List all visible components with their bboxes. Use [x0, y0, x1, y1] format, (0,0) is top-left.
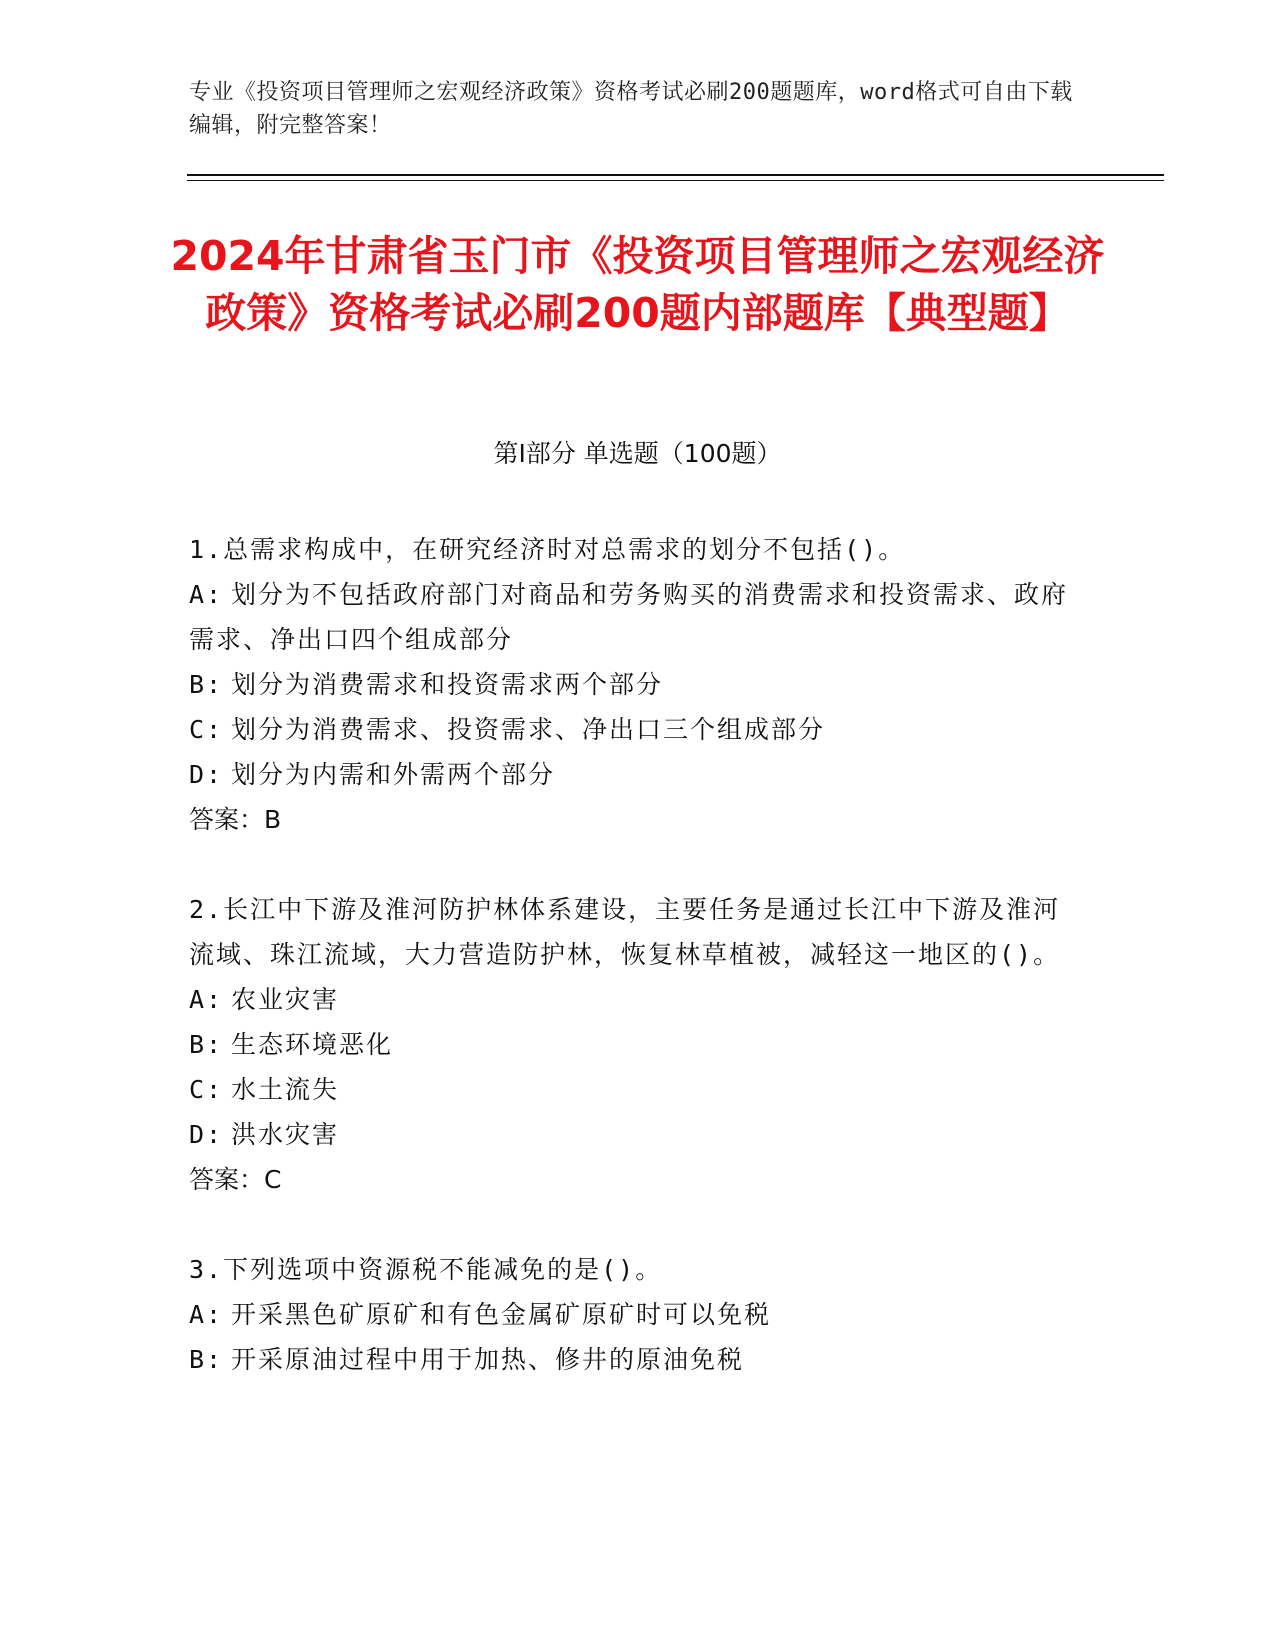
- section-title: 第Ⅰ部分 单选题（100题）: [493, 439, 782, 468]
- option-key: C:: [189, 1075, 224, 1104]
- option-text: 划分为消费需求、投资需求、净出口三个组成部分: [231, 715, 826, 744]
- option-key: A:: [189, 580, 224, 609]
- answer-label: 答案：: [189, 1165, 265, 1194]
- option-key: B:: [189, 670, 224, 699]
- option-key: C:: [189, 715, 224, 744]
- option-key: D:: [189, 760, 224, 789]
- question-3: [189, 1247, 1089, 1382]
- option-text: 划分为不包括政府部门对商品和劳务购买的消费需求和投资需求、政府需求、净出口四个组成部分: [189, 580, 1069, 654]
- header-rule-thin: [187, 180, 1164, 181]
- question-stem: 3.下列选项中资源税不能减免的是()。: [189, 1255, 663, 1284]
- option-a: [189, 977, 1089, 1022]
- answer-value: B: [264, 805, 282, 834]
- option-text: 农业灾害: [231, 985, 340, 1014]
- option-b: [189, 1337, 1089, 1382]
- option-text: 开采原油过程中用于加热、修井的原油免税: [231, 1345, 745, 1374]
- option-text: 水土流失: [231, 1075, 340, 1104]
- option-text: 洪水灾害: [231, 1120, 340, 1149]
- option-d: [189, 752, 1089, 797]
- question-1: [189, 527, 1089, 842]
- option-text: 划分为消费需求和投资需求两个部分: [231, 670, 664, 699]
- option-text: 生态环境恶化: [231, 1030, 394, 1059]
- option-d: [189, 1112, 1089, 1157]
- option-key: B:: [189, 1030, 224, 1059]
- option-key: A:: [189, 985, 224, 1014]
- option-c: [189, 1067, 1089, 1112]
- question-2: [189, 887, 1089, 1202]
- header-note: 专业《投资项目管理师之宏观经济政策》资格考试必刷200题题库，word格式可自由下载编辑，附完整答案！: [189, 80, 1073, 138]
- header-rule-thick: [187, 174, 1164, 176]
- answer-label: 答案：: [189, 805, 265, 834]
- option-text: 划分为内需和外需两个部分: [231, 760, 556, 789]
- option-key: A:: [189, 1300, 224, 1329]
- answer-value: C: [264, 1165, 282, 1194]
- question-stem: 2.长江中下游及淮河防护林体系建设，主要任务是通过长江中下游及淮河流域、珠江流域，大力营造防护林，恢复林草植被，减轻这一地区的()。: [189, 895, 1061, 969]
- option-key: B:: [189, 1345, 224, 1374]
- option-a: [189, 1292, 1089, 1337]
- option-text: 开采黑色矿原矿和有色金属矿原矿时可以免税: [231, 1300, 772, 1329]
- answer-line: [189, 1157, 1089, 1202]
- option-b: [189, 1022, 1089, 1067]
- option-c: [189, 707, 1089, 752]
- question-list: [189, 527, 1089, 1427]
- question-stem: 1.总需求构成中，在研究经济时对总需求的划分不包括()。: [189, 535, 906, 564]
- option-b: [189, 662, 1089, 707]
- option-a: [189, 572, 1089, 662]
- answer-line: [189, 797, 1089, 842]
- option-key: D:: [189, 1120, 224, 1149]
- document-title: 2024年甘肃省玉门市《投资项目管理师之宏观经济政策》资格考试必刷200题内部题库【典型题】: [170, 232, 1105, 337]
